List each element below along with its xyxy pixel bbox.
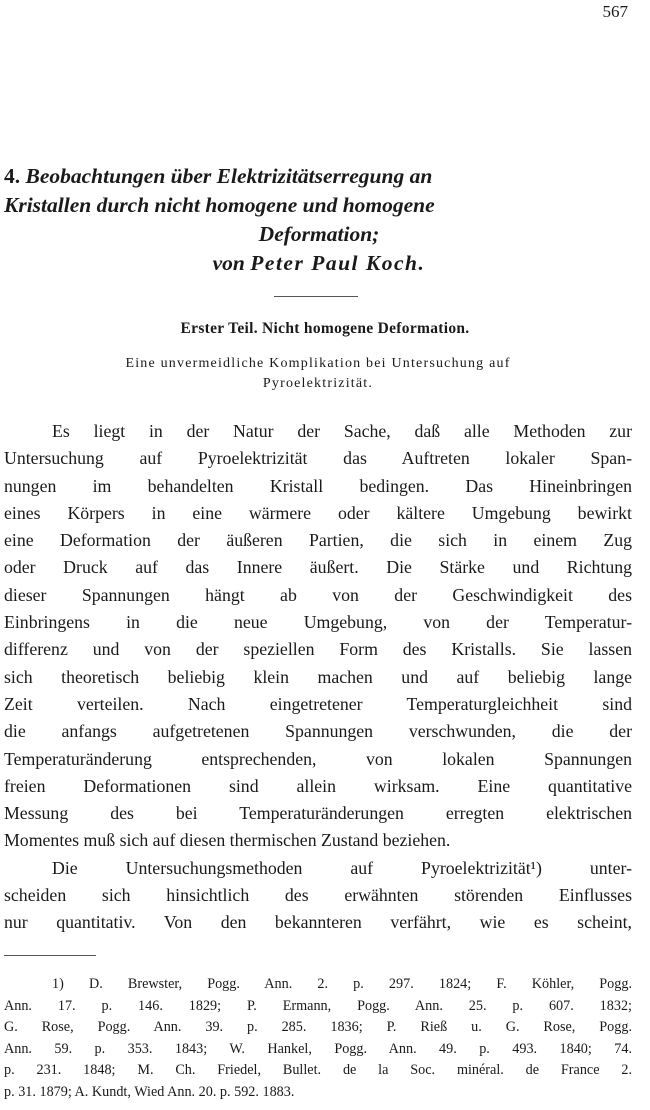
body-line: Messung des bei Temperaturänderungen erregten elektrischen (4, 803, 632, 824)
footnote-line: 1) D. Brewster, Pogg. Ann. 2. p. 297. 1824; F. Köhler, Pogg. (52, 976, 632, 992)
page-number: 567 (602, 2, 628, 21)
article-title (4, 162, 634, 278)
footnote (4, 974, 632, 1104)
title-line-2 (4, 191, 634, 220)
body-line: Zeit verteilen. Nach eingetretener Temperaturgleichheit sind (4, 693, 632, 714)
body-line: dieser Spannungen hängt ab von der Geschwindigkeit des (4, 584, 632, 605)
body-line: eines Körpers in eine wärmere oder kältere Umgebung bewirkt (4, 502, 632, 523)
footnote-line: G. Rose, Pogg. Ann. 39. p. 285. 1836; P. Rieß u. G. Rose, Pogg. (4, 1019, 632, 1036)
body-line: Untersuchung auf Pyroelektrizität das Auftreten lokaler Span- (4, 448, 632, 469)
body-line: Temperaturänderung entsprechenden, von lokalen Spannungen (4, 748, 632, 769)
body-line: Momentes muß sich auf diesen thermischen Zustand beziehen. (4, 830, 451, 851)
body-line: scheiden sich hinsichtlich des erwähnten störenden Einflusses (4, 885, 632, 906)
subheading-line-1: Eine unvermeidliche Komplikation bei Untersuchung auf (125, 356, 511, 371)
body-line: die anfangs aufgetretenen Spannungen verschwunden, die der (4, 721, 632, 742)
body-line: Es liegt in der Natur der Sache, daß alle Methoden zur (52, 421, 632, 441)
title-text-3: Deformation; (258, 222, 380, 246)
title-line-3 (4, 220, 634, 249)
body-line: Die Untersuchungsmethoden auf Pyroelektrizität¹) unter- (52, 857, 632, 878)
footnote-line: p. 31. 1879; A. Kundt, Wied Ann. 20. p. 592. 1883. (4, 1083, 295, 1100)
footnote-divider (4, 955, 96, 956)
title-text-1: Beobachtungen über Elektrizitätserregung an (25, 164, 433, 188)
title-divider (274, 296, 358, 297)
body-line: eine Deformation der äußeren Partien, die sich in einem Zug (4, 530, 632, 551)
byline (4, 249, 634, 278)
footnote-line: Ann. 17. p. 146. 1829; P. Ermann, Pogg. Ann. 25. p. 607. 1832; (4, 997, 632, 1014)
section-subheading (18, 354, 618, 394)
footnote-line: p. 231. 1848; M. Ch. Friedel, Bullet. de la Soc. minéral. de France 2. (4, 1062, 632, 1079)
body-line: differenz und von der speziellen Form des Kristalls. Sie lassen (4, 639, 632, 660)
body-line: freien Deformationen sind allein wirksam. Eine quantitative (4, 775, 632, 796)
body-paragraphs (4, 418, 632, 937)
part-heading: Erster Teil. Nicht homogene Deformation. (180, 320, 470, 337)
title-text-2: Kristallen durch nicht homogene und homogene (4, 193, 435, 217)
title-line-1 (4, 162, 634, 191)
author-name: Peter Paul Koch. (250, 251, 426, 275)
footnote-line: Ann. 59. p. 353. 1843; W. Hankel, Pogg. Ann. 49. p. 493. 1840; 74. (4, 1040, 632, 1057)
byline-prefix: von (212, 251, 245, 275)
body-line: nur quantitativ. Von den bekannteren verfährt, wie es scheint, (4, 912, 632, 933)
article-number: 4. (4, 164, 21, 188)
subheading-line-2: Pyroelektrizität. (262, 376, 374, 391)
body-line: nungen im behandelten Kristall bedingen. Das Hineinbringen (4, 475, 632, 496)
body-line: oder Druck auf das Innere äußert. Die Stärke und Richtung (4, 557, 632, 578)
body-line: Einbringens in die neue Umgebung, von der Temperatur- (4, 612, 632, 633)
body-line: sich theoretisch beliebig klein machen und auf beliebig lange (4, 666, 632, 687)
